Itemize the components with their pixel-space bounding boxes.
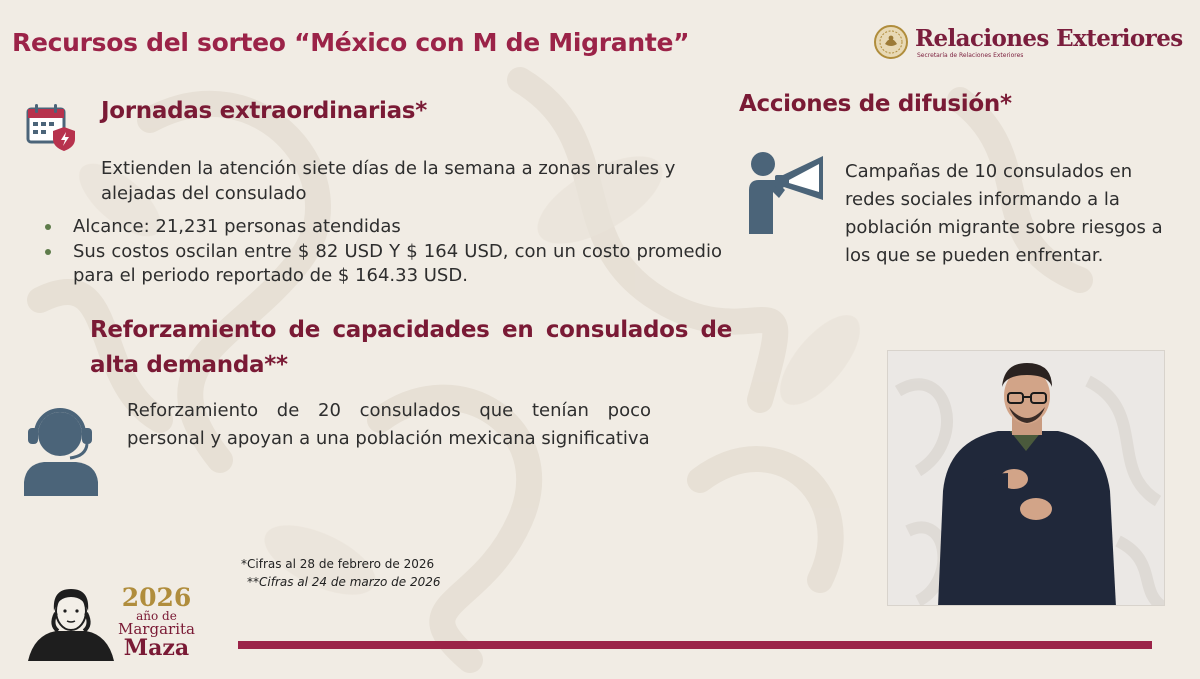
badge-line2: Margarita xyxy=(118,620,195,638)
list-item: Sus costos oscilan entre $ 82 USD Y $ 164 USD, con un costo promedio para el periodo reportado de $ 164.33 USD. xyxy=(42,240,722,288)
footnotes xyxy=(241,555,440,591)
jornadas-bullet-list xyxy=(42,215,722,289)
megaphone-person-icon xyxy=(745,150,830,234)
jornadas-title: Jornadas extraordinarias* xyxy=(101,98,427,124)
mexico-seal-icon xyxy=(873,24,909,60)
acciones-title: Acciones de difusión* xyxy=(739,91,1012,117)
slide-title: Recursos del sorteo “México con M de Migrante” xyxy=(12,28,690,57)
badge-year: 2026 xyxy=(121,583,192,612)
footnote-1: *Cifras al 28 de febrero de 2026 xyxy=(241,557,435,571)
list-item: Alcance: 21,231 personas atendidas xyxy=(42,215,722,239)
footnote-2: **Cifras al 24 de marzo de 2026 xyxy=(247,575,441,589)
reforzamiento-description: Reforzamiento de 20 consulados que tenían poco personal y apoyan a una población mexicana significativa xyxy=(127,400,651,449)
logo-subtitle: Secretaría de Relaciones Exteriores xyxy=(917,51,1024,59)
reforzamiento-title: Reforzamiento de capacidades en consulados de alta demanda** xyxy=(90,317,732,378)
calendar-alert-icon xyxy=(25,102,77,152)
bottom-accent-bar xyxy=(238,641,1152,649)
sign-language-interpreter-video xyxy=(887,350,1165,606)
acciones-description: Campañas de 10 consulados en redes sociales informando a la población migrante sobre riesgos a los que se pueden enfrentar. xyxy=(845,161,1163,266)
margarita-maza-badge xyxy=(28,583,195,661)
badge-line3: Maza xyxy=(123,635,190,661)
sre-logo xyxy=(873,24,1183,60)
margarita-maza-portrait-icon xyxy=(28,583,114,661)
logo-name: Relaciones Exteriores xyxy=(915,24,1183,52)
jornadas-description: Extienden la atención siete días de la semana a zonas rurales y alejadas del consulado xyxy=(101,158,676,204)
badge-line1: año de xyxy=(136,609,177,623)
headset-operator-icon xyxy=(22,404,100,496)
